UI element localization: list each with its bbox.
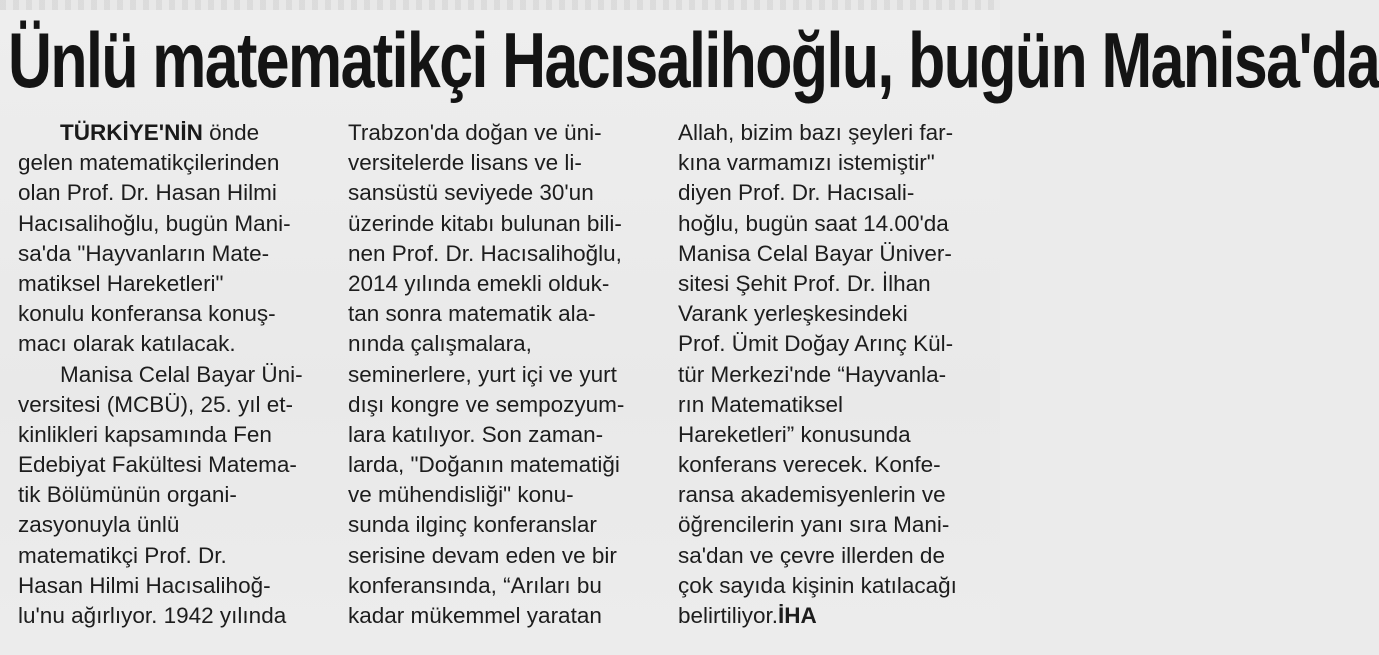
article-line: nen Prof. Dr. Hacısalihoğlu, <box>348 240 622 266</box>
article-line: Edebiyat Fakültesi Matema- <box>18 452 297 478</box>
article-line: kinlikleri kapsamında Fen <box>18 421 272 447</box>
article-line: lu'nu ağırlıyor. 1942 yılında <box>18 603 287 628</box>
article-line: Hacısalihoğlu, bugün Mani- <box>18 210 291 236</box>
news-agency-credit: İHA <box>778 603 817 628</box>
article-line: hoğlu, bugün saat 14.00'da <box>678 210 949 236</box>
headline: Ünlü matematikçi Hacısalihoğlu, bugün Manisa'da <box>8 16 1379 104</box>
article-line: tik Bölümünün organi- <box>18 482 237 508</box>
article-line: serisine devam eden ve bir <box>348 542 617 568</box>
article-line: Manisa Celal Bayar Üniver- <box>678 240 952 266</box>
article-line: kadar mükemmel yaratan <box>348 603 602 628</box>
article-line: tan sonra matematik ala- <box>348 301 596 327</box>
article-line: Trabzon'da doğan ve üni- <box>348 120 602 145</box>
article-line <box>678 601 978 631</box>
article-line: macı olarak katılacak. <box>18 331 236 357</box>
article-line: matematikçi Prof. Dr. <box>18 542 227 568</box>
article-line: kına varmamızı istemiştir" <box>678 150 935 176</box>
article-line: ransa akademisyenlerin ve <box>678 482 946 508</box>
article-line: konulu konferansa konuş- <box>18 301 276 327</box>
article-line: Allah, bizim bazı şeyleri far- <box>678 120 954 145</box>
article-line: diyen Prof. Dr. Hacısali- <box>678 180 915 206</box>
article-line: Manisa Celal Bayar Üni- <box>60 361 303 387</box>
lead-word: TÜRKİYE'NİN <box>60 120 203 145</box>
article-column-2 <box>348 118 648 631</box>
article-line: larda, "Doğanın matematiği <box>348 452 620 478</box>
article-line: Varank yerleşkesindeki <box>678 301 908 327</box>
article-line: tür Merkezi'nde “Hayvanla- <box>678 361 947 387</box>
article-line: gelen matematikçilerinden <box>18 150 280 176</box>
article-line: versitelerde lisans ve li- <box>348 150 582 176</box>
article-line: üzerinde kitabı bulunan bili- <box>348 210 622 236</box>
article-line: nında çalışmalara, <box>348 331 532 357</box>
article-line: lara katılıyor. Son zaman- <box>348 421 604 447</box>
article-line: sa'da "Hayvanların Mate- <box>18 240 270 266</box>
closing-text: belirtiliyor. <box>678 603 779 628</box>
article-line: sunda ilginç konferanslar <box>348 512 597 538</box>
article-line: seminerlere, yurt içi ve yurt <box>348 361 617 387</box>
article-line: sa'dan ve çevre illerden de <box>678 542 945 568</box>
article-line: öğrencilerin yanı sıra Mani- <box>678 512 950 538</box>
article-line: zasyonuyla ünlü <box>18 512 180 538</box>
article-line: sansüstü seviyede 30'un <box>348 180 594 206</box>
article-line: Hasan Hilmi Hacısalihoğ- <box>18 572 271 598</box>
article-line: rın Matematiksel <box>678 391 844 417</box>
article-line: çok sayıda kişinin katılacağı <box>678 572 957 598</box>
article-line: Prof. Ümit Doğay Arınç Kül- <box>678 331 954 357</box>
article-line: versitesi (MCBÜ), 25. yıl et- <box>18 391 294 417</box>
article-line: matiksel Hareketleri" <box>18 270 224 296</box>
article-line: olan Prof. Dr. Hasan Hilmi <box>18 180 277 206</box>
article-line <box>18 118 318 148</box>
article-line: sitesi Şehit Prof. Dr. İlhan <box>678 270 931 296</box>
article-line: Hareketleri” konusunda <box>678 421 911 447</box>
article-line: dışı kongre ve sempozyum- <box>348 391 625 417</box>
article-line: konferans verecek. Konfe- <box>678 452 941 478</box>
article-column-3 <box>678 118 978 631</box>
lead-line-rest: önde <box>202 120 260 145</box>
article-line: konferansında, “Arıları bu <box>348 572 602 598</box>
article-line: ve mühendisliği" konu- <box>348 482 574 508</box>
article-column-1 <box>18 118 318 631</box>
article-body <box>18 118 988 648</box>
article-line: 2014 yılında emekli olduk- <box>348 270 610 296</box>
